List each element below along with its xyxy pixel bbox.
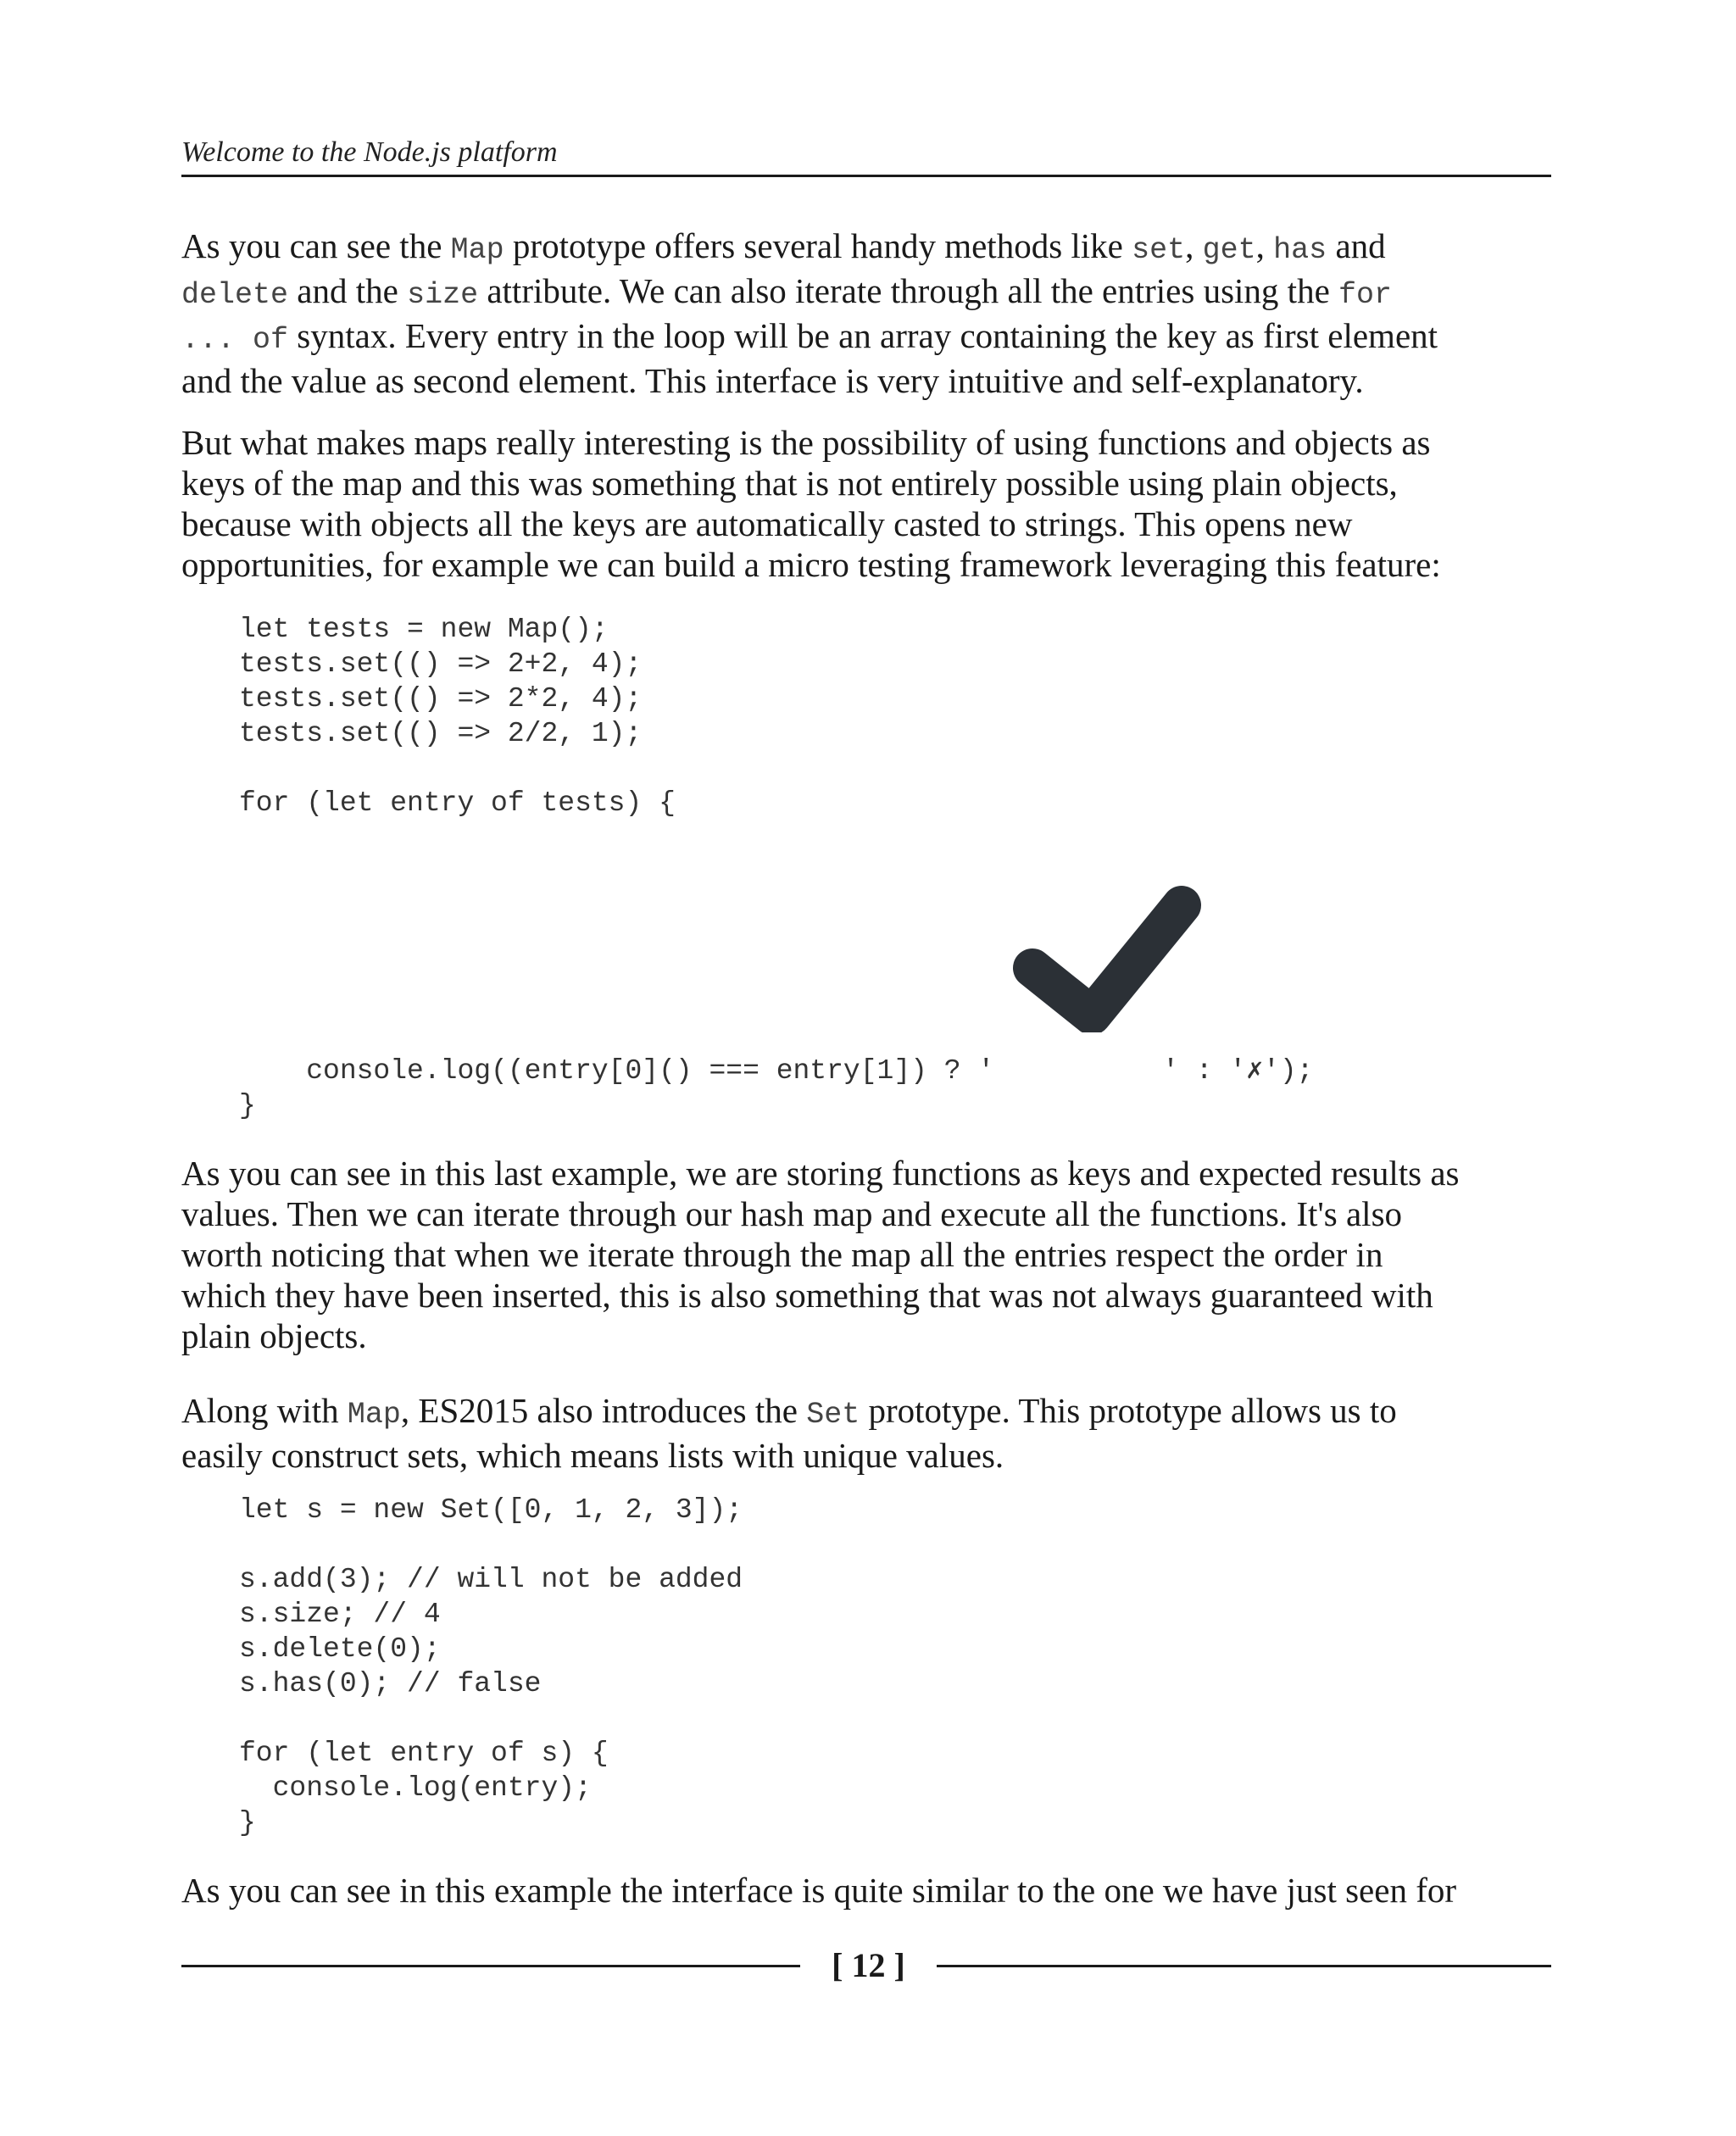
code-line: tests.set(() => 2*2, 4);: [239, 683, 643, 715]
text-span: syntax. Every entry in the loop will be an array containing the key as first element: [288, 316, 1438, 355]
code-line: s.size; // 4: [239, 1599, 441, 1630]
text-line: plain objects.: [181, 1316, 367, 1355]
footer-divider-left: [181, 1965, 800, 1967]
inline-code-of: ... of: [181, 323, 289, 357]
text-line: [181, 270, 1551, 315]
code-line: s.has(0); // false: [239, 1668, 542, 1699]
text-line: opportunities, for example we can build a micro testing framework leveraging this feature:: [181, 545, 1441, 584]
text-line: because with objects all the keys are automatically casted to strings. This opens new: [181, 504, 1353, 543]
code-line: console.log(entry);: [239, 1772, 592, 1804]
code-line: [239, 1527, 743, 1562]
text-span: prototype. This prototype allows us to: [860, 1391, 1397, 1430]
text-line: [181, 1390, 1551, 1435]
code-line: s.delete(0);: [239, 1633, 441, 1665]
check-icon: [1009, 880, 1205, 1032]
inline-code-for: for: [1338, 278, 1393, 312]
text-line: [181, 225, 1551, 270]
code-line: }: [239, 1807, 256, 1838]
code-block-map-tests: [239, 612, 676, 820]
text-line: [181, 315, 1551, 360]
text-span: ,: [1255, 226, 1274, 265]
code-block-set-example: [239, 1493, 743, 1840]
text-span: attribute. We can also iterate through all the entries using the: [478, 271, 1339, 310]
inline-code-size: size: [407, 278, 479, 312]
text-line: keys of the map and this was something that is not entirely possible using plain objects,: [181, 464, 1398, 503]
paragraph-interface-similar: [181, 1870, 1551, 1911]
inline-code-map: Map: [347, 1398, 401, 1432]
text-span: ,: [1185, 226, 1203, 265]
text-line: and the value as second element. This interface is very intuitive and self-explanatory.: [181, 361, 1364, 400]
text-span: Along with: [181, 1391, 348, 1430]
code-line: tests.set(() => 2/2, 1);: [239, 718, 643, 749]
text-line: But what makes maps really interesting is the possibility of using functions and objects as: [181, 423, 1431, 462]
code-line: s.add(3); // will not be added: [239, 1564, 743, 1595]
page-number: [ 12 ]: [832, 1946, 905, 1984]
inline-code-set-proto: Set: [806, 1398, 860, 1432]
code-block-console-line: [239, 1054, 1313, 1123]
inline-code-set: set: [1132, 233, 1186, 267]
text-line: which they have been inserted, this is also something that was not always guaranteed with: [181, 1276, 1433, 1315]
paragraph-map-methods: [181, 225, 1551, 401]
text-span: and: [1327, 226, 1386, 265]
text-span: , ES2015 also introduces the: [400, 1391, 807, 1430]
paragraph-set-intro: [181, 1390, 1551, 1476]
text-span: and the: [288, 271, 408, 310]
code-line: for (let entry of tests) {: [239, 787, 676, 819]
code-line: for (let entry of s) {: [239, 1738, 609, 1769]
text-line: worth noticing that when we iterate through the map all the entries respect the order in: [181, 1235, 1383, 1274]
code-line: [239, 751, 676, 786]
text-span: As you can see the: [181, 226, 451, 265]
text-line: As you can see in this example the interface is quite similar to the one we have just seen for: [181, 1871, 1457, 1910]
inline-code-delete: delete: [181, 278, 289, 312]
code-line: [239, 1701, 743, 1736]
inline-code-has: has: [1273, 233, 1327, 267]
inline-code-map: Map: [450, 233, 504, 267]
inline-code-get: get: [1202, 233, 1256, 267]
code-line: console.log((entry[0]() === entry[1]) ? ' ' : '✗');: [239, 1055, 1314, 1087]
text-line: As you can see in this last example, we are storing functions as keys and expected results as: [181, 1154, 1460, 1193]
paragraph-maps-interesting: [181, 422, 1551, 585]
text-span: prototype offers several handy methods like: [504, 226, 1132, 265]
paragraph-last-example: [181, 1153, 1551, 1356]
code-line: tests.set(() => 2+2, 4);: [239, 648, 643, 680]
code-line: let s = new Set([0, 1, 2, 3]);: [239, 1494, 743, 1526]
text-line: easily construct sets, which means lists with unique values.: [181, 1436, 1004, 1475]
code-line: let tests = new Map();: [239, 614, 609, 645]
text-line: values. Then we can iterate through our hash map and execute all the functions. It's also: [181, 1194, 1403, 1233]
footer-divider-right: [937, 1965, 1551, 1967]
running-header: Welcome to the Node.js platform: [181, 136, 558, 168]
header-divider: [181, 175, 1551, 177]
code-line: }: [239, 1090, 256, 1121]
